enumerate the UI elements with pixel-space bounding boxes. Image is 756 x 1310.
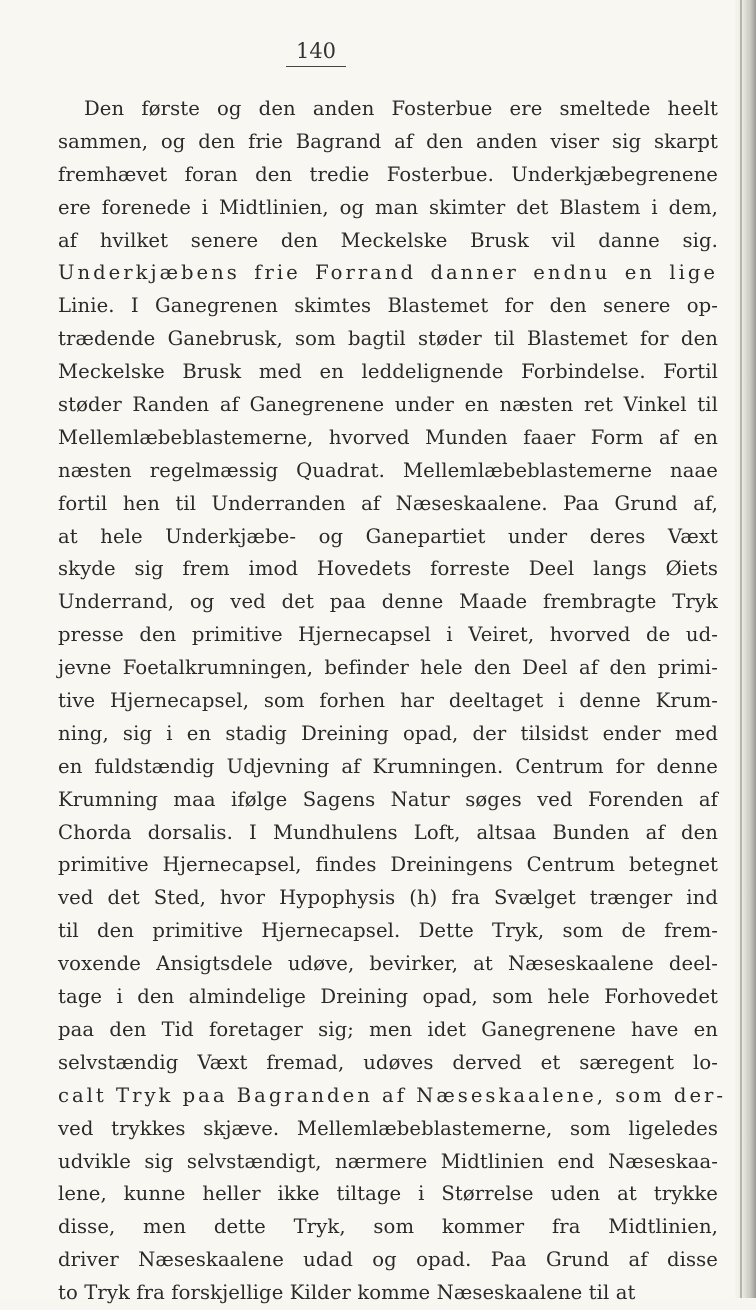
text-line: Mellemlæbeblastemerne, hvorved Munden faaer Form af en [58,425,718,449]
text-line: en fuldstændig Udjevning af Krumningen. Centrum for denne [58,754,718,778]
text-line: til den primitive Hjernecapsel. Dette Tryk, som de frem- [58,919,718,943]
text-line: tage i den almindelige Dreining opad, som hele Forhovedet [58,985,718,1009]
text-line: ved det Sted, hvor Hypophysis (h) fra Svælget trænger ind [58,886,718,910]
body-text [58,93,727,1310]
text-line: sammen, og den frie Bagrand af den anden viser sig skarpt [58,129,718,153]
text-line: tive Hjernecapsel, som forhen har deeltaget i denne Krum- [58,689,718,713]
text-line: voxende Ansigtsdele udøve, bevirker, at Næseskaalene deel- [58,952,718,976]
text-line: lene, kunne heller ikke tiltage i Størrelse uden at trykke [58,1182,718,1206]
text-line: presse den primitive Hjernecapsel i Veiret, hvorved de ud- [58,623,718,647]
text-line: Meckelske Brusk med en leddelignende Forbindelse. Fortil [58,360,718,384]
text-line: trædende Ganebrusk, som bagtil støder til Blastemet for den [58,327,718,351]
page-number-underline [286,66,346,67]
text-line: Krumning maa ifølge Sagens Natur søges ved Forenden af [58,787,718,811]
page-edge-line [740,0,742,1298]
text-line: ning, sig i en stadig Dreining opad, der tilsidst ender med [58,721,718,745]
text-line: fortil hen til Underranden af Næseskaalene. Paa Grund af, [58,491,718,515]
text-line: paa den Tid foretager sig; men idet Ganegrenene have en [58,1017,718,1041]
text-line: driver Næseskaalene udad og opad. Paa Grund af disse [58,1248,718,1272]
page-edge-shadow [734,0,756,1298]
text-line: udvikle sig selvstændigt, nærmere Midtlinien end Næseskaa- [58,1149,718,1173]
text-line: Underrand, og ved det paa denne Maade frembragte Tryk [58,590,718,614]
text-line: disse, men dette Tryk, som kommer fra Midtlinien, [58,1215,718,1239]
text-line: calt Tryk paa Bagranden af Næseskaalene, som der- [58,1083,727,1107]
text-line: jevne Foetalkrumningen, befinder hele den Deel af den primi- [58,656,718,680]
text-line: selvstændig Væxt fremad, udøves derved et særegent lo- [58,1050,718,1074]
text-line: Den første og den anden Fosterbue ere smeltede heelt [84,97,718,120]
text-line: to Tryk fra forskjellige Kilder komme Næseskaalene til at [58,1281,636,1305]
text-line: at hele Underkjæbe- og Ganepartiet under deres Væxt [58,524,718,548]
page-number: 140 [295,39,337,63]
text-line: fremhævet foran den tredie Fosterbue. Underkjæbegrenene [58,162,718,186]
text-line: ere forenede i Midtlinien, og man skimter det Blastem i dem, [58,195,718,219]
text-line: skyde sig frem imod Hovedets forreste Deel langs Øiets [58,557,718,581]
text-line: af hvilket senere den Meckelske Brusk vil danne sig. [58,228,718,252]
text-line: Chorda dorsalis. I Mundhulens Loft, altsaa Bunden af den [58,820,718,844]
text-line: ved trykkes skjæve. Mellemlæbeblastemerne, som ligeledes [58,1116,718,1140]
text-line: primitive Hjernecapsel, findes Dreiningens Centrum betegnet [58,853,718,877]
text-line: Underkjæbens frie Forrand danner endnu en lige [58,261,718,285]
text-line: næsten regelmæssig Quadrat. Mellemlæbeblastemerne naae [58,458,718,482]
text-line: støder Randen af Ganegrenene under en næsten ret Vinkel til [58,393,718,417]
text-line: Linie. I Ganegrenen skimtes Blastemet for den senere op- [58,294,718,318]
